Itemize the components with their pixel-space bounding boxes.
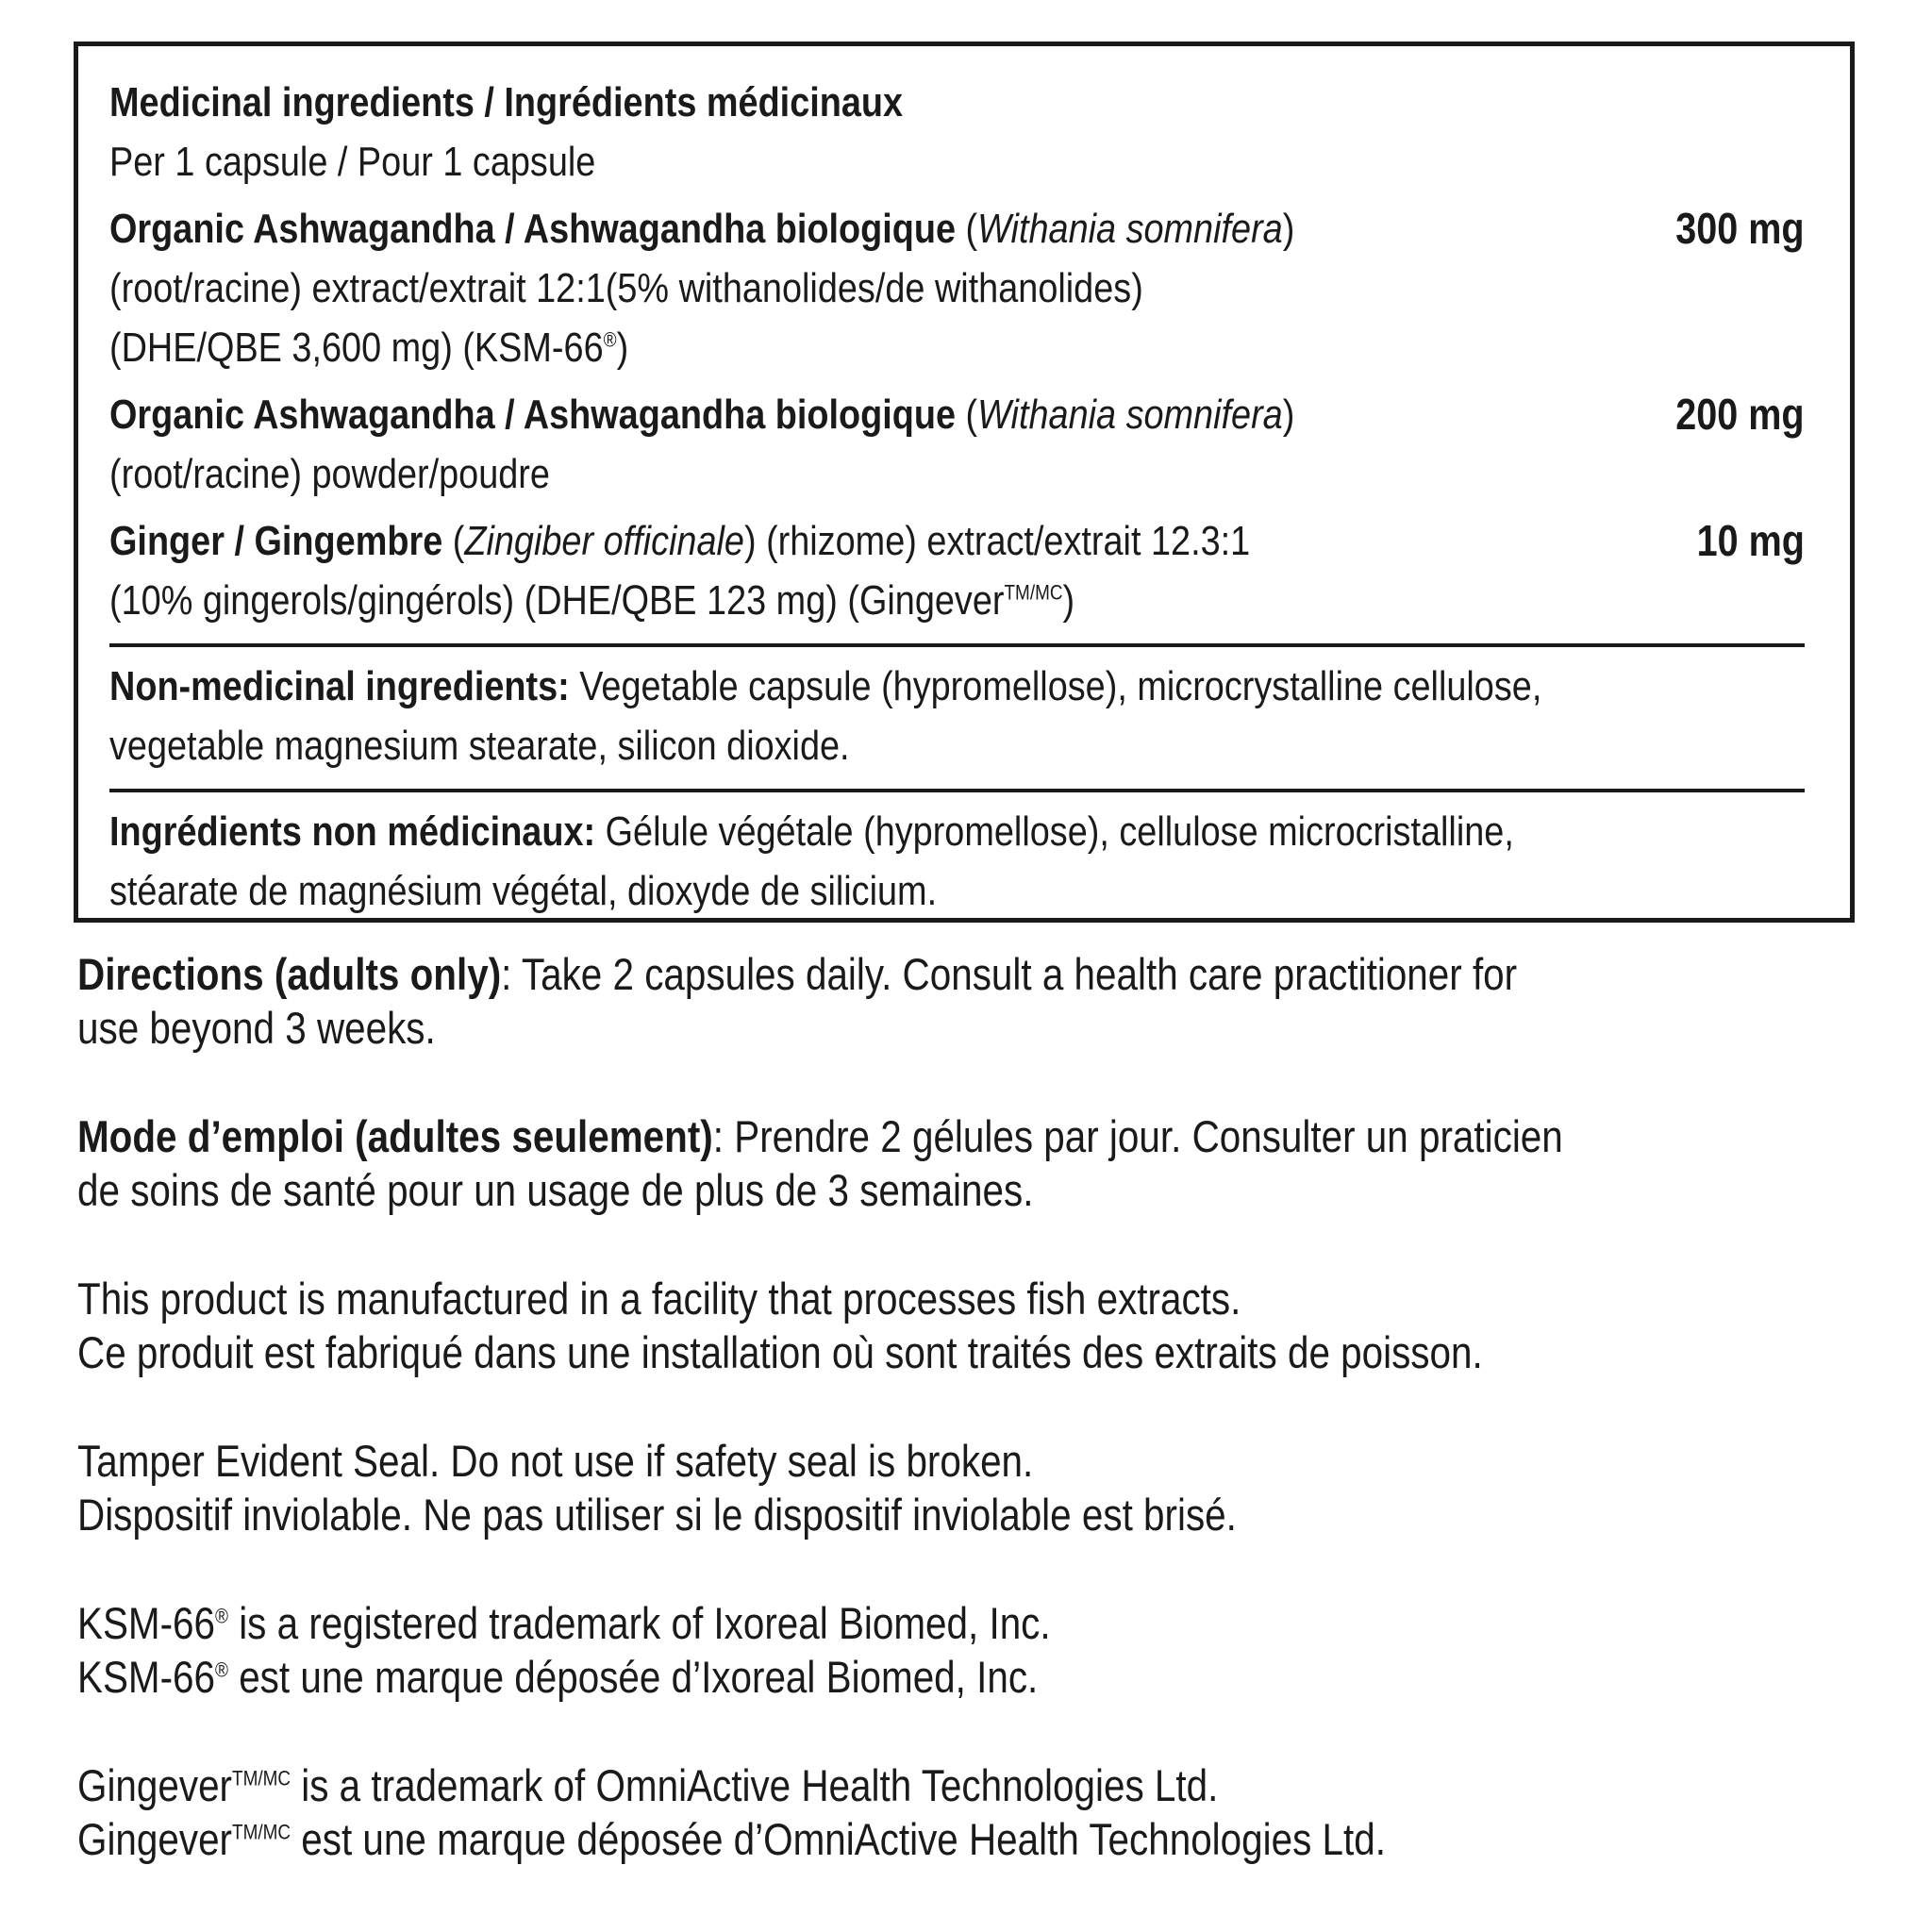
ingredient-ashwagandha-extract — [109, 199, 1805, 377]
ingredient-line-1 — [109, 385, 1567, 444]
ingredient-ashwagandha-powder — [109, 385, 1805, 504]
registered-mark: ® — [603, 327, 617, 352]
paren: ( — [956, 391, 978, 438]
ingredient-amount: 300 mg — [1675, 204, 1805, 253]
ingredients-panel — [74, 42, 1855, 923]
ksm-brand: KSM-66 — [77, 1652, 216, 1702]
non-medicinal-en-line-1 — [109, 657, 1567, 716]
directions-en-line-2: use beyond 3 weeks. — [77, 1003, 436, 1053]
gingever-trademark-statement — [77, 1758, 1851, 1866]
gingever-trademark-fr-text: est une marque déposée d’OmniActive Health Technologies Ltd. — [291, 1814, 1386, 1864]
directions-en-label: Directions (adults only) — [77, 949, 502, 999]
directions-fr — [77, 1109, 1851, 1217]
ksm-trademark-statement — [77, 1596, 1851, 1704]
ingredient-line-1 — [109, 511, 1567, 571]
latin-name: Withania somnifera — [977, 391, 1283, 438]
ksm-trademark-fr-text: est une marque déposée d’Ixoreal Biomed, Inc. — [227, 1652, 1039, 1702]
gingever-brand: Gingever — [77, 1814, 233, 1864]
gingever-trademark-en — [77, 1758, 1603, 1812]
ingredient-equivalent: (DHE/QBE 3,600 mg) (KSM-66 — [109, 325, 604, 371]
registered-mark: ® — [215, 1657, 228, 1682]
ingredient-line-2: (root/racine) powder/poudre — [109, 451, 550, 497]
per-capsule: Per 1 capsule / Pour 1 capsule — [109, 139, 596, 185]
label-notes — [77, 947, 1851, 1866]
ingredient-name: Organic Ashwagandha / Ashwagandha biologique — [109, 391, 957, 438]
ingredient-line-2 — [109, 571, 1567, 630]
ingredient-amount: 10 mg — [1696, 516, 1805, 565]
directions-en — [77, 947, 1851, 1055]
non-medicinal-fr-line-2: stéarate de magnésium végétal, dioxyde de silicium. — [109, 868, 938, 914]
paren: ( — [956, 206, 978, 252]
seal-fr: Dispositif inviolable. Ne pas utiliser si le dispositif inviolable est brisé. — [77, 1490, 1237, 1540]
directions-fr-text: : Prendre 2 gélules par jour. Consulter un praticien — [712, 1111, 1563, 1161]
ingredient-name: Organic Ashwagandha / Ashwagandha biologique — [109, 206, 957, 252]
facility-en: This product is manufactured in a facility that processes fish extracts. — [77, 1274, 1241, 1324]
gingever-brand: Gingever — [77, 1760, 233, 1810]
non-medicinal-fr-label: Ingrédients non médicinaux: — [109, 808, 596, 855]
non-medicinal-en-text: Vegetable capsule (hypromellose), microcrystalline cellulose, — [569, 663, 1542, 709]
gingever-trademark-en-text: is a trademark of OmniActive Health Technologies Ltd. — [291, 1760, 1219, 1810]
paren: ( — [442, 518, 465, 564]
latin-name: Zingiber officinale — [464, 518, 744, 564]
trademark-mark: TM/MC — [232, 1766, 291, 1790]
non-medicinal-en — [109, 657, 1805, 775]
ksm-trademark-fr — [77, 1650, 1603, 1704]
directions-en-text: : Take 2 capsules daily. Consult a health care practitioner for — [501, 949, 1518, 999]
ingredient-ginger-extract — [109, 511, 1805, 630]
directions-fr-line-2: de soins de santé pour un usage de plus de 3 semaines. — [77, 1165, 1034, 1215]
facility-fr: Ce produit est fabriqué dans une installation où sont traités des extraits de poisson. — [77, 1327, 1483, 1377]
ksm-trademark-en — [77, 1596, 1603, 1650]
ingredient-amount: 200 mg — [1675, 390, 1805, 439]
medicinal-heading: Medicinal ingredients / Ingrédients médicinaux — [109, 79, 904, 125]
paren: ) — [1282, 206, 1295, 252]
non-medicinal-en-label: Non-medicinal ingredients: — [109, 663, 570, 709]
trademark-mark: TM/MC — [232, 1820, 291, 1844]
non-medicinal-fr-line-1 — [109, 802, 1567, 861]
ingredient-line-2: (root/racine) extract/extrait 12:1(5% withanolides/de withanolides) — [109, 265, 1143, 311]
trademark-mark: TM/MC — [1004, 580, 1063, 605]
non-medicinal-fr-text: Gélule végétale (hypromellose), cellulose microcristalline, — [595, 808, 1514, 855]
directions-en-line-1 — [77, 947, 1603, 1001]
ksm-trademark-en-text: is a registered trademark of Ixoreal Biomed, Inc. — [227, 1598, 1051, 1648]
paren: ) — [1062, 577, 1075, 624]
ingredient-detail: ) (rhizome) extract/extrait 12.3:1 — [743, 518, 1251, 564]
paren: ) — [1282, 391, 1295, 438]
seal-en: Tamper Evident Seal. Do not use if safety seal is broken. — [77, 1436, 1034, 1486]
facility-statement — [77, 1272, 1851, 1379]
ingredient-line-1 — [109, 199, 1567, 258]
ingredient-equivalent: (10% gingerols/gingérols) (DHE/QBE 123 mg) (Gingever — [109, 577, 1005, 624]
ksm-brand: KSM-66 — [77, 1598, 216, 1648]
paren: ) — [616, 325, 629, 371]
ingredient-line-3 — [109, 318, 1567, 377]
divider — [109, 643, 1805, 647]
latin-name: Withania somnifera — [977, 206, 1283, 252]
divider — [109, 789, 1805, 792]
seal-statement — [77, 1434, 1851, 1541]
ingredient-name: Ginger / Gingembre — [109, 518, 443, 564]
gingever-trademark-fr — [77, 1812, 1603, 1866]
registered-mark: ® — [215, 1604, 228, 1628]
directions-fr-label: Mode d’emploi (adultes seulement) — [77, 1111, 713, 1161]
directions-fr-line-1 — [77, 1109, 1603, 1163]
non-medicinal-en-line-2: vegetable magnesium stearate, silicon dioxide. — [109, 723, 850, 769]
non-medicinal-fr — [109, 802, 1805, 921]
